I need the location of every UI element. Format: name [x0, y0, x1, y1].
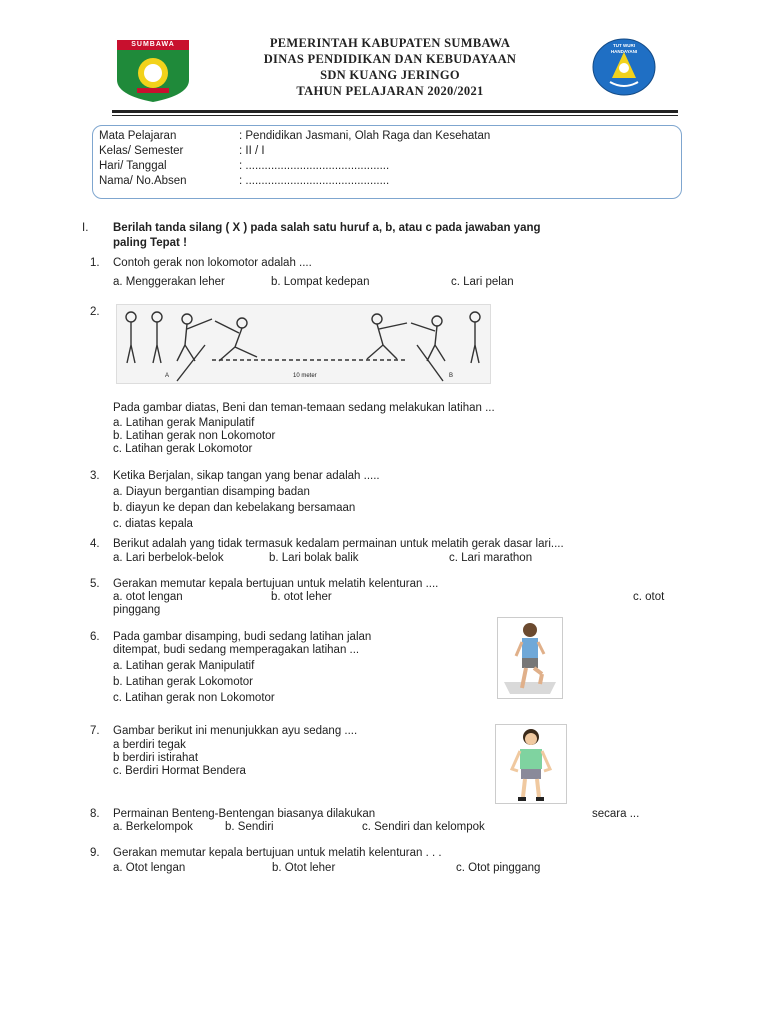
- q6-option-b: b. Latihan gerak Lokomotor: [113, 676, 254, 688]
- q7-option-a: a berdiri tegak: [113, 739, 186, 751]
- info-value: : II / I: [239, 145, 265, 157]
- q2-option-b: b. Latihan gerak non Lokomotor: [113, 430, 276, 442]
- q3-option-c: c. diatas kepala: [113, 518, 193, 530]
- q5-option-b: b. otot leher: [271, 591, 332, 603]
- info-value: : Pendidikan Jasmani, Olah Raga dan Kesehatan: [239, 130, 491, 142]
- q3-option-a: a. Diayun bergantian disamping badan: [113, 486, 310, 498]
- q8-option-c: c. Sendiri dan kelompok: [362, 821, 485, 833]
- info-label: Hari/ Tanggal: [99, 160, 167, 172]
- q5-option-c: c. otot: [633, 591, 665, 603]
- regency-logo-text: SUMBAWA: [131, 41, 175, 48]
- q6-text-line-2: ditempat, budi sedang memperagakan latihan ...: [113, 644, 360, 656]
- instruction-line-1: Berilah tanda silang ( X ) pada salah satu huruf a, b, atau c pada jawaban yang: [113, 222, 541, 234]
- student-info-box: [92, 125, 682, 199]
- q5-text: Gerakan memutar kepala bertujuan untuk melatih kelenturan ....: [113, 578, 439, 590]
- header-rule-thick: [112, 110, 678, 113]
- q7-text: Gambar berikut ini menunjukkan ayu sedang ....: [113, 725, 358, 737]
- q4-option-a: a. Lari berbelok-belok: [113, 552, 224, 564]
- header-line-1: PEMERINTAH KABUPATEN SUMBAWA: [269, 36, 511, 50]
- instruction-line-2: paling Tepat !: [113, 237, 187, 249]
- section-number: I.: [82, 222, 89, 234]
- q8-number: 8.: [90, 808, 100, 820]
- info-value: : .............................................: [239, 175, 390, 187]
- q9-text: Gerakan memutar kepala bertujuan untuk melatih kelenturan . . .: [113, 847, 442, 859]
- q1-option-a: a. Menggerakan leher: [113, 276, 225, 288]
- header-rule-thin: [112, 115, 678, 116]
- q9-option-a: a. Otot lengan: [113, 862, 186, 874]
- tut-wuri-logo: [592, 38, 656, 96]
- header-line-2: DINAS PENDIDIKAN DAN KEBUDAYAAN: [263, 52, 517, 66]
- girl-standing-illustration-icon: [496, 725, 566, 803]
- q6-text-line-1: Pada gambar disamping, budi sedang latihan jalan: [113, 631, 372, 643]
- q3-number: 3.: [90, 470, 100, 482]
- q8-text-end: secara ...: [592, 808, 640, 820]
- q2-running-figure: [116, 304, 491, 384]
- q8-option-a: a. Berkelompok: [113, 821, 193, 833]
- q7-option-c: c. Berdiri Hormat Bendera: [113, 765, 246, 777]
- q2-option-a: a. Latihan gerak Manipulatif: [113, 417, 255, 429]
- q2-number: 2.: [90, 306, 100, 318]
- q9-number: 9.: [90, 847, 100, 859]
- q2-text: Pada gambar diatas, Beni dan teman-temaan sedang melakukan latihan ...: [113, 402, 495, 414]
- q5-option-a: a. otot lengan: [113, 591, 183, 603]
- boy-marching-illustration-icon: [498, 618, 562, 698]
- q1-number: 1.: [90, 257, 100, 269]
- q4-option-b: b. Lari bolak balik: [269, 552, 359, 564]
- q7-number: 7.: [90, 725, 100, 737]
- q6-marching-figure: [497, 617, 563, 699]
- info-label: Mata Pelajaran: [99, 130, 177, 142]
- q5-option-c-continued: pinggang: [113, 604, 161, 616]
- q4-number: 4.: [90, 538, 100, 550]
- q2-option-c: c. Latihan gerak Lokomotor: [113, 443, 253, 455]
- q8-option-b: b. Sendiri: [225, 821, 274, 833]
- header-line-4: TAHUN PELAJARAN 2020/2021: [296, 84, 484, 98]
- q6-option-c: c. Latihan gerak non Lokomotor: [113, 692, 275, 704]
- q7-standing-figure: [495, 724, 567, 804]
- q4-option-c: c. Lari marathon: [449, 552, 533, 564]
- q1-text: Contoh gerak non lokomotor adalah ....: [113, 257, 312, 269]
- q9-option-b: b. Otot leher: [272, 862, 336, 874]
- info-value: : .............................................: [239, 160, 390, 172]
- q3-text: Ketika Berjalan, sikap tangan yang benar adalah .....: [113, 470, 380, 482]
- q8-text: Permainan Benteng-Bentengan biasanya dilakukan: [113, 808, 376, 820]
- kids-running-illustration-icon: [117, 305, 490, 383]
- q1-option-b: b. Lompat kedepan: [271, 276, 370, 288]
- q7-option-b: b berdiri istirahat: [113, 752, 199, 764]
- q2-figure-label-distance: 10 meter: [293, 373, 317, 379]
- tut-wuri-logo-text: TUT WURI HANDAYANI: [610, 43, 638, 54]
- q1-option-c: c. Lari pelan: [451, 276, 514, 288]
- info-label: Nama/ No.Absen: [99, 175, 187, 187]
- q4-text: Berikut adalah yang tidak termasuk kedalam permainan untuk melatih gerak dasar lari....: [113, 538, 564, 550]
- q2-figure-label-a: A: [165, 373, 170, 379]
- q5-number: 5.: [90, 578, 100, 590]
- header-line-3: SDN KUANG JERINGO: [320, 68, 460, 82]
- q9-option-c: c. Otot pinggang: [456, 862, 541, 874]
- q6-number: 6.: [90, 631, 100, 643]
- q2-figure-label-b: B: [449, 373, 454, 379]
- q6-option-a: a. Latihan gerak Manipulatif: [113, 660, 255, 672]
- regency-logo: [117, 40, 189, 102]
- q3-option-b: b. diayun ke depan dan kebelakang bersamaan: [113, 502, 356, 514]
- info-label: Kelas/ Semester: [99, 145, 184, 157]
